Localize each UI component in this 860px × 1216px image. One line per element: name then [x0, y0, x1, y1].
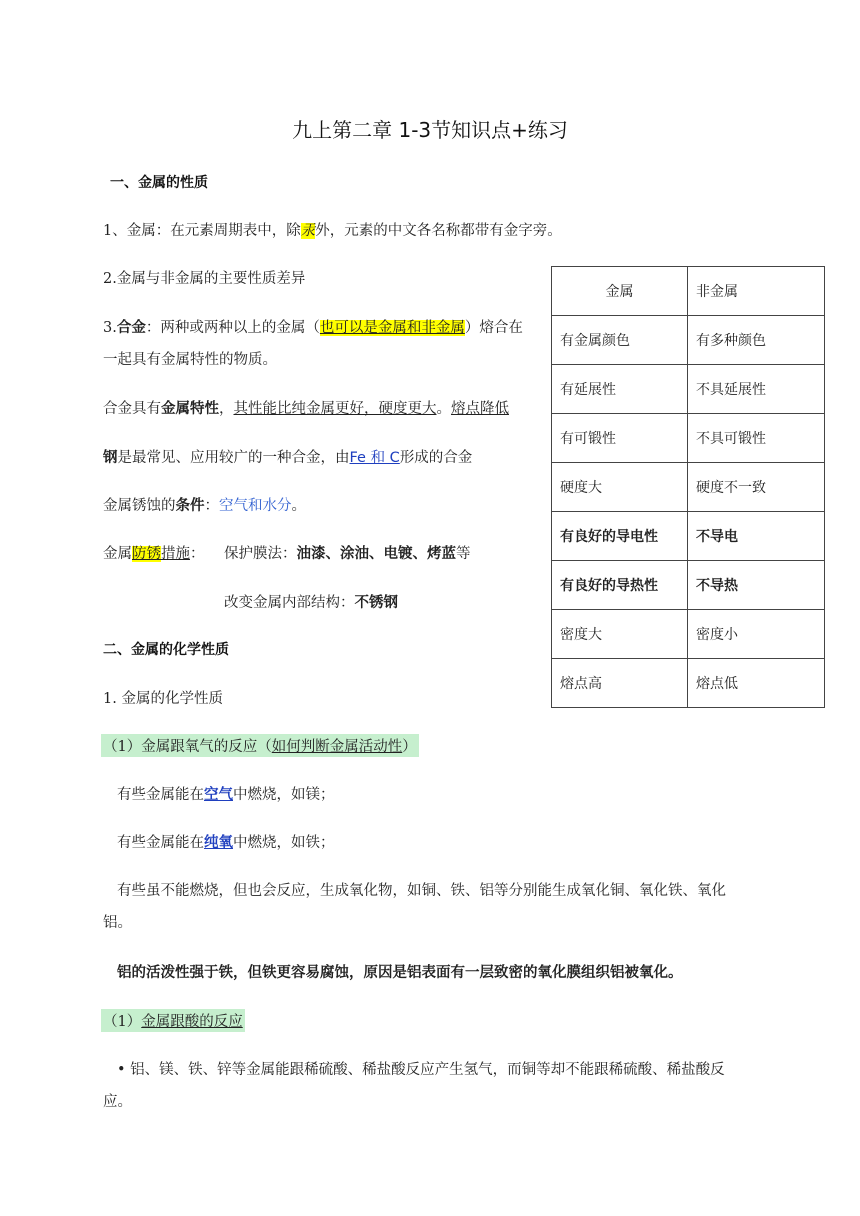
table-header-row — [552, 267, 825, 316]
text: ， — [219, 401, 234, 417]
text: ： — [190, 546, 205, 562]
line-burn-in-oxygen — [117, 831, 335, 852]
table-row — [552, 365, 825, 414]
subheading-acid-reaction — [101, 1009, 245, 1032]
table-cell: 有多种颜色 — [688, 316, 825, 365]
highlight-mercury: 汞 — [300, 223, 316, 239]
table-cell: 不具延展性 — [688, 365, 825, 414]
subheading-oxygen-reaction — [101, 734, 419, 757]
section1-heading: 一、金属的性质 — [110, 175, 208, 191]
table-row — [552, 316, 825, 365]
steel-bold: 钢 — [103, 450, 118, 466]
internal-structure-method — [224, 591, 398, 612]
table-header-nonmetal: 非金属 — [688, 267, 825, 316]
air-link[interactable]: 空气 — [204, 787, 233, 803]
text: 外，元素的中文各名称都带有金字旁。 — [315, 223, 562, 239]
metal-nonmetal-table — [551, 266, 825, 708]
text: 金属锈蚀的 — [103, 498, 176, 514]
text: ）熔合在 — [464, 320, 523, 336]
line-oxidation-1: 有些虽不能燃烧，但也会反应，生成氧化物，如铜、铁、铝等分别能生成氧化铜、氧化铁、氧化 — [117, 883, 726, 899]
film-methods-bold: 油漆、涂油、电镀、烤蓝 — [296, 546, 456, 562]
paragraph-alloy — [103, 316, 523, 337]
pure-oxygen-link[interactable]: 纯氧 — [204, 835, 233, 851]
underline-measures: 措施 — [161, 546, 190, 562]
text: 是最常见、应用较广的一种合金，由 — [117, 450, 350, 466]
paragraph-differences: 2.金属与非金属的主要性质差异 — [103, 271, 306, 287]
text: 改变金属内部结构： — [224, 595, 355, 611]
text: 等 — [456, 546, 471, 562]
table-cell: 熔点高 — [552, 659, 688, 708]
underline-activity: 如何判断金属活动性 — [271, 739, 403, 755]
text: 有些金属能在 — [117, 787, 204, 803]
table-cell: 有金属颜色 — [552, 316, 688, 365]
text: 金属 — [103, 546, 132, 562]
paragraph-steel — [103, 446, 472, 467]
table-cell: 有良好的导电性 — [552, 512, 688, 561]
paragraph-alloy-line2: 一起具有金属特性的物质。 — [103, 352, 277, 368]
table-cell: 不具可锻性 — [688, 414, 825, 463]
table-cell: 密度小 — [688, 610, 825, 659]
air-water-text: 空气和水分 — [219, 498, 292, 514]
table-row — [552, 610, 825, 659]
table-cell: 硬度大 — [552, 463, 688, 512]
table-cell: 有良好的导热性 — [552, 561, 688, 610]
text: 合金具有 — [103, 401, 161, 417]
paragraph-rust-prevention — [103, 542, 205, 563]
text: ：两种或两种以上的金属（ — [145, 320, 320, 336]
table-cell: 硬度不一致 — [688, 463, 825, 512]
table-cell: 有可锻性 — [552, 414, 688, 463]
metal-properties-bold: 金属特性 — [161, 401, 219, 417]
table-cell: 不导热 — [688, 561, 825, 610]
stainless-steel-bold: 不锈钢 — [354, 595, 398, 611]
table-cell: 密度大 — [552, 610, 688, 659]
text: ） — [402, 739, 417, 755]
table-row — [552, 512, 825, 561]
page-title: 九上第二章 1-3节知识点+练习 — [292, 118, 568, 142]
table-header-metal: 金属 — [552, 267, 688, 316]
line-oxidation-2: 铝。 — [103, 915, 132, 931]
table-row — [552, 463, 825, 512]
text: 形成的合金 — [399, 450, 473, 466]
highlight-alloy-note: 也可以是金属和非金属 — [319, 320, 465, 336]
text: 1、金属：在元素周期表中，除 — [103, 223, 301, 239]
paragraph-alloy-properties — [103, 397, 509, 418]
text: 中燃烧，如铁； — [233, 835, 335, 851]
table-cell: 熔点低 — [688, 659, 825, 708]
table-row — [552, 414, 825, 463]
paragraph-corrosion — [103, 494, 306, 515]
table-row — [552, 561, 825, 610]
protective-film-method — [224, 542, 471, 563]
section2-heading: 二、金属的化学性质 — [103, 642, 229, 658]
text: 中燃烧，如镁； — [233, 787, 335, 803]
text: 有些金属能在 — [117, 835, 204, 851]
text: （1） — [103, 1014, 142, 1030]
underline-performance: 其性能比纯金属更好，硬度更大 — [233, 401, 437, 417]
text: 保护膜法： — [224, 546, 297, 562]
text: 3. — [103, 320, 117, 336]
underline-melting-point: 熔点降低 — [451, 401, 509, 417]
text: 。 — [291, 498, 306, 514]
text: （1）金属跟氧气的反应（ — [103, 739, 272, 755]
paragraph-metal-definition — [103, 219, 562, 240]
table-row — [552, 659, 825, 708]
fe-c-link[interactable]: Fe 和 C — [349, 450, 400, 466]
condition-bold: 条件 — [175, 498, 205, 514]
text: ： — [204, 498, 219, 514]
underline-acid: 金属跟酸的反应 — [141, 1014, 243, 1030]
paragraph-chemical-properties: 1. 金属的化学性质 — [103, 691, 223, 707]
table-cell: 有延展性 — [552, 365, 688, 414]
aluminum-note-bold: 铝的活泼性强于铁，但铁更容易腐蚀，原因是铝表面有一层致密的氧化膜组织铝被氧化。 — [117, 965, 683, 981]
table-cell: 不导电 — [688, 512, 825, 561]
bullet-acid-line2: 应。 — [103, 1094, 132, 1110]
bullet-acid-line1: • 铝、镁、铁、锌等金属能跟稀硫酸、稀盐酸反应产生氢气，而铜等却不能跟稀硫酸、稀盐酸反 — [117, 1062, 725, 1078]
text: 。 — [436, 401, 451, 417]
line-burn-in-air — [117, 783, 335, 804]
alloy-bold: 合金 — [116, 320, 146, 336]
highlight-rust-prevention: 防锈 — [132, 546, 161, 562]
